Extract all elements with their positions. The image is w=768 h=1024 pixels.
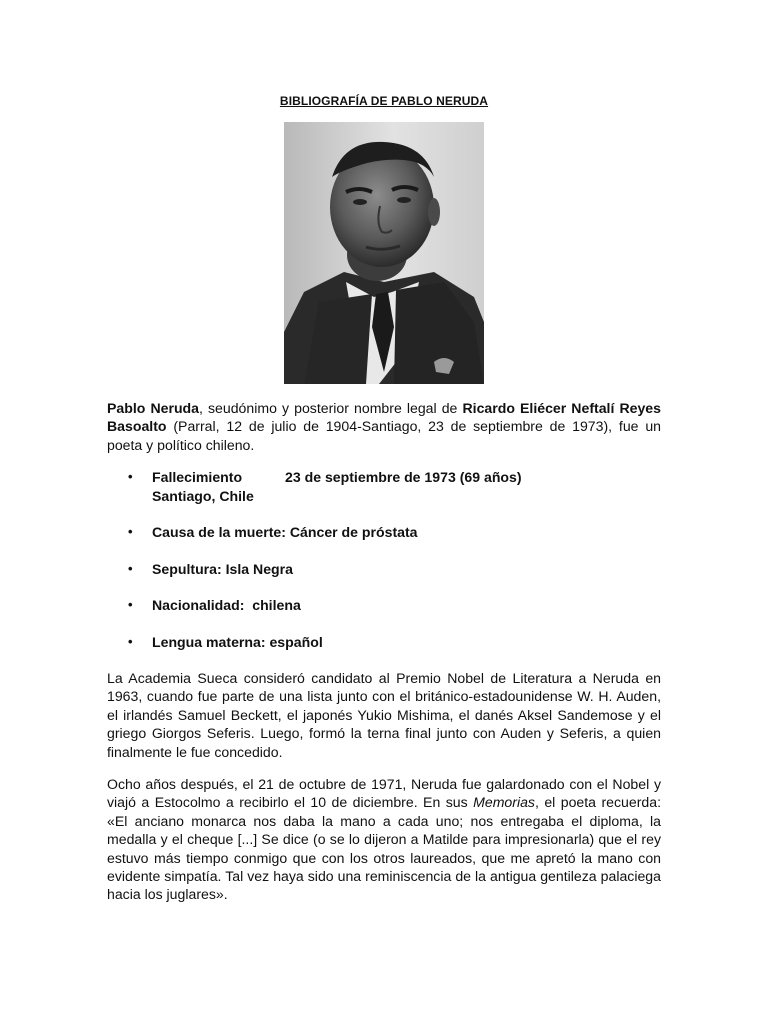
nacionalidad: Nacionalidad: chilena [152,597,301,613]
causa-muerte: Causa de la muerte: Cáncer de próstata [152,524,418,540]
award-text-2: , el poeta recuerda: «El anciano monarca nos daba la mano a cada uno; nos entregaba el diploma, la medalla y el cheque [...] Se dice (o se lo dijeron a Matilde para impresionarla) que el rey estuvo más tiempo conmigo que con los otros laureados, que me apretó la mano con evidente simpatía. Tal vez haya sido una reminiscencia de la antigua gentileza palaciega hacia los juglares». [107,794,661,903]
nobel-candidacy-paragraph: La Academia Sueca consideró candidato al Premio Nobel de Literatura a Neruda en 1963, cuando fue parte de una lista junto con el británico-estadounidense W. H. Auden, el irlandés Samuel Beckett, el japonés Yukio Mishima, el danés Aksel Sandemose y el griego Giorgos Seferis. Luego, formó la terna final junto con Auden y Seferis, a quien finalmente le fue concedido. [107,670,661,760]
award-text-1: Ocho años después, el 21 de octubre de 1971, Neruda fue galardonado con el Nobel y viajó a Estocolmo a recibirlo el 10 de diciembre. En sus [107,776,661,811]
intro-text-1: , seudónimo y posterior nombre legal de [199,400,463,416]
bullet-icon: • [128,524,133,539]
lengua-materna: Lengua materna: español [152,634,323,650]
portrait-illustration [284,122,484,384]
bullet-icon: • [128,469,133,484]
intro-text-2: (Parral, 12 de julio de 1904-Santiago, 23 de septiembre de 1973), fue un poeta y político chileno. [107,418,661,453]
fallecimiento-place: Santiago, Chile [152,488,254,504]
legal-name-bold: Ricardo Eliécer Neftalí Reyes Basoalto [107,400,661,435]
sepultura: Sepultura: Isla Negra [152,561,293,577]
bullet-icon: • [128,634,133,649]
bullet-icon: • [128,561,133,576]
intro-paragraph [107,399,661,454]
portrait-photo [284,122,484,384]
nobel-award-paragraph [107,775,661,904]
fallecimiento-date: 23 de septiembre de 1973 (69 años) [285,469,522,485]
bullet-icon: • [128,597,133,612]
document-title: BIBLIOGRAFÍA DE PABLO NERUDA [279,94,489,108]
fallecimiento-label: Fallecimiento [152,469,243,485]
memorias-italic: Memorias [473,794,535,811]
name-bold: Pablo Neruda [107,400,199,416]
